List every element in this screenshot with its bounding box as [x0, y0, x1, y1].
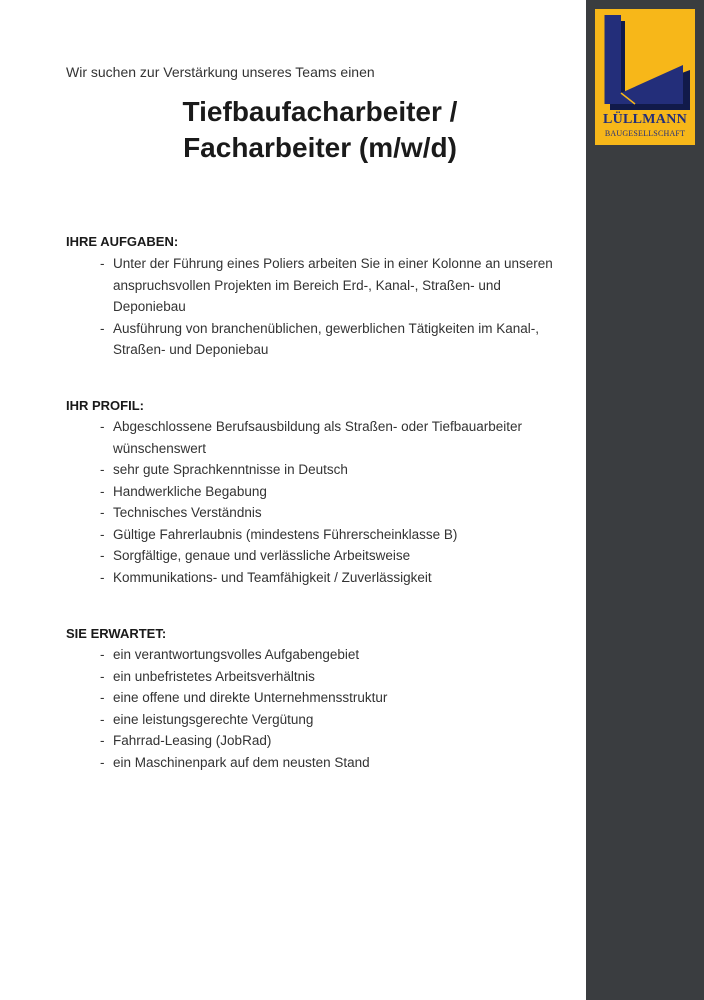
- bullet-dash: -: [100, 647, 105, 662]
- section-heading-aufgaben: IHRE AUFGABEN:: [66, 234, 179, 249]
- bullet-dash: -: [100, 419, 105, 434]
- sidebar-panel: [586, 0, 704, 1000]
- list-erwartet: [100, 644, 570, 773]
- list-aufgaben: [100, 253, 570, 361]
- bullet-dash: -: [100, 690, 105, 705]
- intro-text: Wir suchen zur Verstärkung unseres Teams einen: [66, 64, 375, 80]
- logo-subtitle: BAUGESELLSCHAFT: [604, 129, 686, 138]
- list-item: - Gültige Fahrerlaubnis (mindestens Führerscheinklasse B): [100, 524, 570, 546]
- list-item: - Abgeschlossene Berufsausbildung als Straßen- oder Tiefbauarbeiter wünschenswert: [100, 416, 570, 459]
- bullet-dash: -: [100, 256, 105, 271]
- bullet-dash: -: [100, 320, 105, 336]
- list-item: - ein unbefristetes Arbeitsverhältnis: [100, 666, 570, 688]
- title-line-2: Facharbeiter (m/w/d): [183, 132, 457, 163]
- list-item: - eine offene und direkte Unternehmensstruktur: [100, 687, 570, 709]
- list-item: - Unter der Führung eines Poliers arbeiten Sie in einer Kolonne an unseren anspruchsvollen Projekten im Bereich Erd-, Kanal-, Straßen- und Deponiebau: [100, 253, 570, 318]
- list-profil: [100, 416, 570, 588]
- section-heading-profil: IHR PROFIL:: [66, 398, 144, 413]
- section-heading-erwartet: SIE ERWARTET:: [66, 626, 167, 641]
- company-logo: [595, 9, 695, 145]
- bullet-dash: -: [100, 733, 105, 748]
- list-item: - Handwerkliche Begabung: [100, 481, 570, 503]
- list-item: - ein Maschinenpark auf dem neusten Stand: [100, 752, 570, 774]
- bullet-dash: -: [100, 569, 105, 585]
- list-item: - sehr gute Sprachkenntnisse in Deutsch: [100, 459, 570, 481]
- list-item: - Fahrrad-Leasing (JobRad): [100, 730, 570, 752]
- list-item: - eine leistungsgerechte Vergütung: [100, 709, 570, 731]
- bullet-dash: -: [100, 668, 105, 684]
- list-item: - Ausführung von branchenüblichen, gewerblichen Tätigkeiten im Kanal-, Straßen- und Deponiebau: [100, 318, 570, 361]
- bullet-dash: -: [100, 754, 105, 770]
- title-line-1: Tiefbaufacharbeiter /: [182, 96, 458, 127]
- bullet-dash: -: [100, 483, 105, 499]
- list-item: - Sorgfältige, genaue und verlässliche Arbeitsweise: [100, 545, 570, 567]
- list-item: - Kommunikations- und Teamfähigkeit / Zuverlässigkeit: [100, 567, 570, 589]
- logo-name: LÜLLMANN: [602, 112, 688, 127]
- page-title: [60, 94, 580, 166]
- bullet-dash: -: [100, 526, 105, 542]
- list-item: - ein verantwortungsvolles Aufgabengebiet: [100, 644, 570, 666]
- bullet-dash: -: [100, 711, 105, 727]
- list-item: - Technisches Verständnis: [100, 502, 570, 524]
- bullet-dash: -: [100, 462, 105, 477]
- bullet-dash: -: [100, 548, 105, 563]
- bullet-dash: -: [100, 505, 105, 520]
